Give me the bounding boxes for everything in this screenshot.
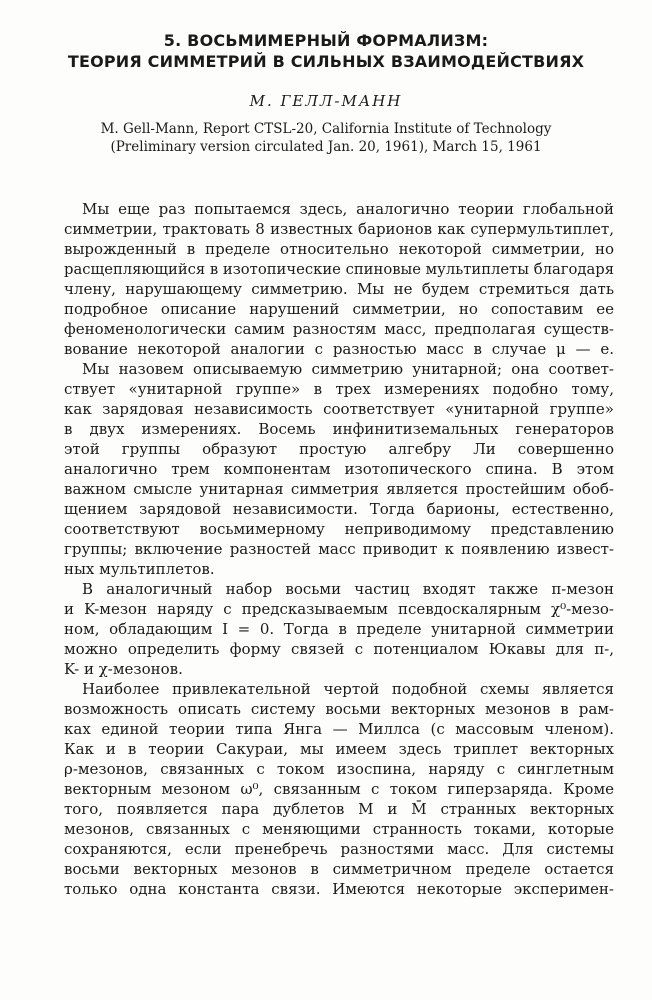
text-line: возможность описать систему восьми векторных мезонов в рам- (64, 700, 614, 718)
text-line: этой группы образуют простую алгебру Ли совершенно (64, 440, 614, 458)
text-line: ствует «унитарной группе» в трех измерениях подобно тому, (64, 380, 614, 398)
text-line: вырожденный в пределе относительно некоторой симметрии, но (64, 240, 614, 258)
text-line: вование некоторой аналогии с разностью масс в случае μ — e. (64, 340, 614, 358)
text-line: ρ-мезонов, связанных с током изоспина, наряду с синглетным (64, 760, 614, 778)
text-line: расщепляющийся в изотопические спиновые мультиплеты благодаря (64, 261, 615, 278)
reference-line-2: (Preliminary version circulated Jan. 20, 1961), March 15, 1961 (110, 139, 542, 155)
text-line: ном, обладающим I = 0. Тогда в пределе унитарной симметрии (64, 620, 614, 638)
text-line: мезонов, связанных с меняющими странность токами, которые (64, 820, 614, 838)
reference-line-1: M. Gell-Mann, Report CTSL-20, California Institute of Technology (100, 121, 552, 137)
title-line-2: ТЕОРИЯ СИММЕТРИЙ В СИЛЬНЫХ ВЗАИМОДЕЙСТВИЯХ (67, 52, 585, 71)
text-line: Мы назовем описываемую симметрию унитарной; она соответ- (82, 360, 614, 378)
text-line: можно определить форму связей с потенциалом Юкавы для π-, (64, 640, 614, 658)
text-line: Как и в теории Сакураи, мы имеем здесь триплет векторных (64, 740, 614, 758)
text-line: подробное описание нарушений симметрии, но сопоставим ее (64, 300, 614, 318)
text-line: Наиболее привлекательной чертой подобной схемы является (82, 680, 614, 698)
text-line: только одна константа связи. Имеются некоторые эксперимен- (64, 880, 614, 898)
text-line: ных мультиплетов. (64, 560, 215, 578)
text-line: ках единой теории типа Янга — Миллса (с массовым членом). (64, 720, 614, 738)
text-line: векторным мезоном ω⁰, связанным с током гиперзаряда. Кроме (64, 780, 614, 798)
text-line: аналогично трем компонентам изотопического спина. В этом (64, 460, 614, 478)
text-line: в двух измерениях. Восемь инфинитиземальных генераторов (64, 420, 614, 438)
text-line: того, появляется пара дублетов M и M̄ странных векторных (64, 800, 614, 818)
text-line: В аналогичный набор восьми частиц входят также π-мезон (82, 580, 614, 598)
text-line: щением зарядовой независимости. Тогда барионы, естественно, (64, 500, 614, 518)
title-line-1: 5. ВОСЬМИМЕРНЫЙ ФОРМАЛИЗМ: (163, 31, 489, 50)
text-line: и K-мезон наряду с предсказываемым псевдоскалярным χ⁰-мезо- (64, 600, 614, 618)
text-line: Мы еще раз попытаемся здесь, аналогично теории глобальной (82, 200, 614, 218)
text-line: соответствуют восьмимерному неприводимому представлению (64, 520, 614, 538)
text-line: K- и χ-мезонов. (64, 660, 183, 678)
text-line: члену, нарушающему симметрию. Мы не будем стремиться дать (64, 280, 614, 298)
text-line: феноменологически самим разностям масс, предполагая существ- (64, 320, 614, 338)
text-line: сохраняются, если пренебречь разностями масс. Для системы (64, 840, 614, 858)
text-line: как зарядовая независимость соответствует «унитарной группе» (64, 400, 614, 418)
text-line: важном смысле унитарная симметрия является простейшим обоб- (64, 480, 614, 498)
text-line: группы; включение разностей масс приводит к появлению извест- (64, 540, 614, 558)
author: М. ГЕЛЛ-МАНН (249, 92, 403, 110)
text-line: восьми векторных мезонов в симметричном пределе остается (64, 860, 614, 878)
text-line: симметрии, трактовать 8 известных барионов как супермультиплет, (64, 220, 614, 238)
